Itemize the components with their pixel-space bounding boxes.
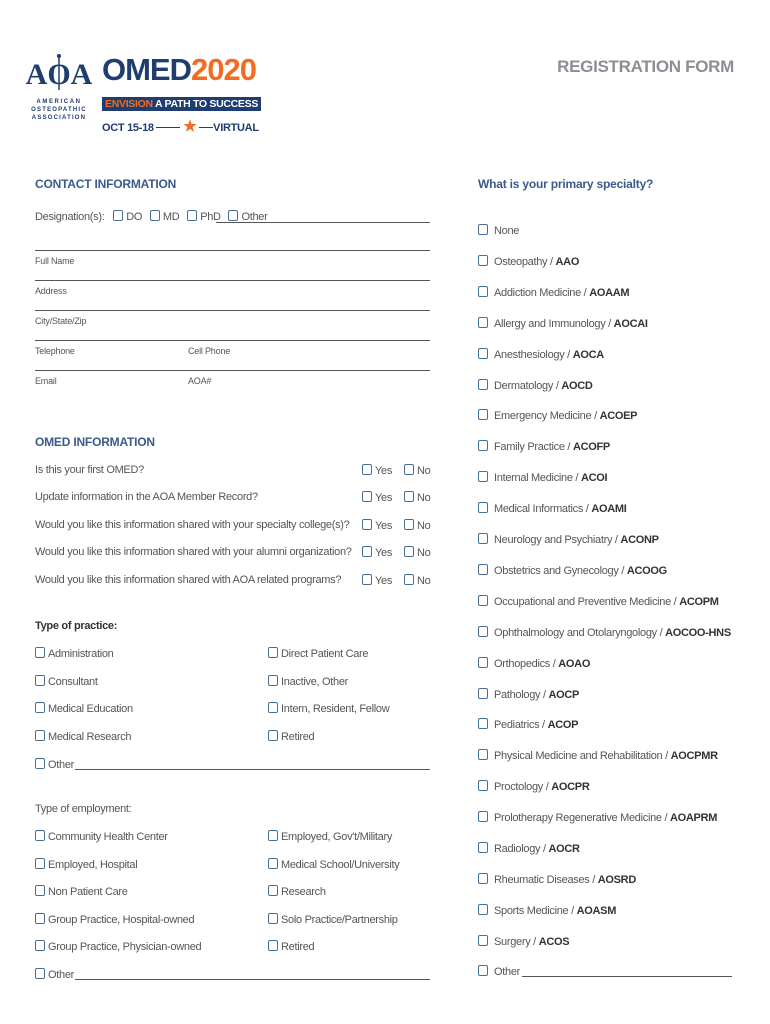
specialty-abbr: AOAO (558, 657, 591, 670)
practice-heading: Type of practice: (35, 620, 118, 632)
yes-checkbox[interactable] (362, 574, 372, 585)
specialty-checkbox[interactable] (478, 595, 488, 606)
specialty-checkbox[interactable] (478, 718, 488, 729)
omed-heading: OMED INFORMATION (35, 435, 155, 449)
specialty-checkbox[interactable] (478, 379, 488, 390)
specialty-checkbox[interactable] (478, 286, 488, 297)
practice-checkbox[interactable] (35, 647, 45, 658)
omed-question-text: Would you like this information shared with your alumni organization? (35, 546, 352, 558)
specialty-name: Rheumatic Diseases / (494, 873, 598, 886)
specialty-abbr: ACOS (538, 935, 570, 948)
no-label: No (417, 465, 431, 477)
employment-checkbox[interactable] (268, 885, 278, 896)
other-designation-line[interactable] (216, 222, 430, 223)
omed-tagline (102, 97, 261, 111)
employment-label: Non Patient Care (48, 886, 128, 898)
specialty-name: Allergy and Immunology / (494, 317, 614, 330)
employment-label: Group Practice, Hospital-owned (48, 914, 195, 926)
employment-option[interactable] (35, 913, 194, 926)
specialty-option[interactable] (478, 471, 607, 484)
specialty-heading: What is your primary specialty? (478, 177, 654, 191)
city-field[interactable] (35, 310, 430, 311)
city-label: City/State/Zip (35, 316, 87, 326)
svg-text:AOA: AOA (25, 58, 93, 91)
practice-other-label: Other (48, 759, 75, 771)
employment-option[interactable] (268, 830, 392, 843)
specialty-abbr: AOCPR (551, 781, 590, 794)
yes-checkbox[interactable] (362, 546, 372, 557)
specialty-checkbox[interactable] (478, 440, 488, 451)
practice-option[interactable] (35, 702, 133, 715)
aoa-caduceus-icon (25, 52, 93, 92)
no-label: No (417, 520, 431, 532)
specialty-checkbox[interactable] (478, 904, 488, 915)
employment-label: Employed, Hospital (48, 859, 138, 871)
omed-question-row (35, 491, 258, 503)
practice-checkbox[interactable] (268, 730, 278, 741)
no-label: No (417, 547, 431, 559)
telephone-field[interactable] (35, 340, 430, 341)
specialty-abbr: ACOFP (572, 441, 610, 454)
specialty-name: Sports Medicine / (494, 904, 577, 917)
practice-label: Medical Education (48, 703, 133, 715)
practice-checkbox[interactable] (268, 702, 278, 713)
employment-option[interactable] (268, 885, 326, 898)
employment-other-option[interactable] (35, 968, 74, 981)
omed-question-row (35, 574, 341, 586)
aoa-sub-3: ASSOCIATION (31, 115, 87, 121)
specialty-abbr: ACOI (580, 472, 608, 485)
practice-label: Consultant (48, 676, 98, 688)
specialty-checkbox[interactable] (478, 533, 488, 544)
employment-label: Retired (281, 941, 315, 953)
specialty-name: Anesthesiology / (494, 348, 573, 361)
specialty-checkbox[interactable] (478, 626, 488, 637)
specialty-checkbox[interactable] (478, 348, 488, 359)
omed-question-row (35, 546, 352, 558)
omed-question-row (35, 464, 144, 476)
specialty-abbr: ACOEP (599, 410, 638, 423)
employment-checkbox[interactable] (268, 830, 278, 841)
specialty-name: Dermatology / (494, 379, 562, 392)
omed-question-text: Update information in the AOA Member Record? (35, 491, 258, 503)
specialty-name: None (494, 225, 520, 237)
no-label: No (417, 492, 431, 504)
specialty-option[interactable] (478, 657, 590, 670)
yes-option[interactable] (362, 464, 392, 477)
address-label: Address (35, 286, 67, 296)
md-checkbox[interactable] (150, 210, 160, 221)
omed-dates: OCT 15-18 (102, 122, 154, 134)
practice-option[interactable] (35, 675, 98, 688)
yes-option[interactable] (362, 574, 392, 587)
specialty-checkbox[interactable] (478, 255, 488, 266)
employment-checkbox[interactable] (35, 940, 45, 951)
specialty-abbr: AOCOO-HNS (665, 626, 731, 639)
yes-label: Yes (375, 575, 393, 587)
specialty-name: Prolotherapy Regenerative Medicine / (494, 812, 671, 825)
specialty-checkbox[interactable] (478, 780, 488, 791)
specialty-option[interactable] (478, 348, 604, 361)
employment-checkbox[interactable] (35, 830, 45, 841)
omed-virtual: VIRTUAL (213, 122, 259, 134)
practice-checkbox[interactable] (35, 675, 45, 686)
specialty-option[interactable] (478, 688, 579, 701)
form-title: REGISTRATION FORM (557, 57, 734, 76)
aoa-sub-2: OSTEOPATHIC (31, 107, 87, 113)
practice-label: Retired (281, 731, 315, 743)
no-option[interactable] (404, 464, 430, 477)
specialty-abbr: AOCPMR (670, 750, 718, 763)
specialty-checkbox[interactable] (478, 935, 488, 946)
specialty-abbr: ACOP (547, 719, 579, 732)
no-option[interactable] (404, 546, 430, 559)
no-checkbox[interactable] (404, 464, 414, 475)
specialty-option[interactable] (478, 409, 637, 422)
omed-year: 2020 (191, 52, 256, 87)
specialty-name: Addiction Medicine / (494, 286, 590, 299)
specialty-option[interactable] (478, 935, 569, 948)
specialty-checkbox[interactable] (478, 564, 488, 575)
specialty-option[interactable] (478, 317, 648, 330)
tagline-rest: A PATH TO SUCCESS (155, 98, 259, 110)
specialty-abbr: AOCR (548, 843, 580, 855)
specialty-name: Pediatrics / (494, 719, 548, 732)
specialty-abbr: ACONP (620, 534, 659, 546)
employment-label: Group Practice, Physician-owned (48, 941, 202, 953)
specialty-option[interactable] (478, 286, 629, 299)
specialty-option[interactable] (478, 842, 580, 855)
practice-label: Medical Research (48, 731, 132, 743)
no-checkbox[interactable] (404, 546, 414, 557)
no-option[interactable] (404, 491, 430, 504)
specialty-name: Osteopathy / (494, 255, 556, 268)
specialty-option[interactable] (478, 626, 731, 639)
yes-option[interactable] (362, 491, 392, 504)
practice-option[interactable] (268, 730, 314, 743)
employment-option[interactable] (268, 940, 314, 953)
email-field[interactable] (35, 370, 430, 371)
specialty-checkbox[interactable] (478, 502, 488, 513)
specialty-abbr: ACOOG (626, 564, 667, 577)
employment-option[interactable] (35, 858, 137, 871)
employment-heading: Type of employment: (35, 803, 132, 815)
specialty-abbr: ACOPM (679, 595, 719, 608)
yes-checkbox[interactable] (362, 464, 372, 475)
full-name-field[interactable] (35, 250, 430, 251)
phd-label: PhD (200, 211, 221, 223)
specialty-name: Obstetrics and Gynecology / (494, 564, 627, 577)
specialty-option[interactable] (478, 873, 636, 886)
employment-other-label: Other (48, 969, 75, 981)
designation-label: Designation(s): (35, 211, 105, 223)
full-name-label: Full Name (35, 256, 75, 266)
practice-label: Direct Patient Care (281, 648, 369, 660)
specialty-checkbox[interactable] (478, 873, 488, 884)
practice-checkbox[interactable] (35, 702, 45, 713)
employment-option[interactable] (268, 858, 399, 871)
practice-checkbox[interactable] (268, 675, 278, 686)
specialty-checkbox[interactable] (478, 842, 488, 853)
practice-other-option[interactable] (35, 758, 74, 771)
employment-option[interactable] (35, 830, 168, 843)
omed-question-row (35, 519, 349, 531)
omed-question-text: Would you like this information shared with your specialty college(s)? (35, 519, 350, 531)
specialty-abbr: AOAPRM (670, 812, 718, 825)
employment-checkbox[interactable] (35, 913, 45, 924)
specialty-option[interactable] (478, 224, 519, 237)
yes-label: Yes (375, 492, 393, 504)
specialty-name: Neurology and Psychiatry / (494, 534, 621, 546)
specialty-checkbox[interactable] (478, 749, 488, 760)
specialty-other-line[interactable] (522, 976, 732, 977)
yes-option[interactable] (362, 546, 392, 559)
aoa-sub-1: AMERICAN (36, 99, 82, 105)
no-option[interactable] (404, 519, 430, 532)
specialty-abbr: AOCD (561, 379, 593, 392)
specialty-abbr: AOSRD (597, 873, 636, 886)
specialty-checkbox[interactable] (478, 688, 488, 699)
contact-heading: CONTACT INFORMATION (35, 177, 177, 191)
employment-checkbox[interactable] (268, 913, 278, 924)
do-label: DO (126, 211, 143, 223)
specialty-option[interactable] (478, 904, 616, 917)
aoa-number-label: AOA# (188, 376, 212, 386)
no-checkbox[interactable] (404, 491, 414, 502)
no-checkbox[interactable] (404, 519, 414, 530)
specialty-name: Physical Medicine and Rehabilitation / (494, 750, 671, 763)
specialty-name: Emergency Medicine / (494, 410, 600, 423)
omed-prefix: OMED (102, 52, 191, 87)
do-checkbox[interactable] (113, 210, 123, 221)
employment-label: Employed, Gov't/Military (281, 831, 393, 843)
cell-label: Cell Phone (188, 346, 231, 356)
address-field[interactable] (35, 280, 430, 281)
other-designation-checkbox[interactable] (228, 210, 238, 221)
specialty-name: Medical Informatics / (494, 503, 592, 516)
no-option[interactable] (404, 574, 430, 587)
star-icon: ★ (183, 118, 197, 135)
omed-logo (102, 52, 259, 135)
other-designation-label: Other (241, 211, 268, 223)
practice-option[interactable] (268, 702, 389, 715)
specialty-abbr: AAO (555, 255, 580, 268)
specialty-abbr: AOASM (576, 904, 617, 917)
practice-label: Inactive, Other (281, 676, 349, 688)
specialty-abbr: AOCP (548, 688, 580, 701)
yes-option[interactable] (362, 519, 392, 532)
specialty-option[interactable] (478, 564, 667, 577)
specialty-abbr: AOCAI (613, 317, 648, 330)
specialty-option[interactable] (478, 440, 610, 453)
phd-checkbox[interactable] (187, 210, 197, 221)
employment-label: Medical School/University (281, 859, 400, 871)
employment-option[interactable] (268, 913, 398, 926)
specialty-name: Orthopedics / (494, 657, 559, 670)
specialty-name: Radiology / (494, 843, 549, 855)
md-label: MD (162, 211, 180, 223)
employment-option[interactable] (35, 940, 201, 953)
employment-checkbox[interactable] (268, 940, 278, 951)
specialty-option[interactable] (478, 811, 717, 824)
specialty-abbr: AOAMI (591, 503, 627, 516)
specialty-other-option[interactable] (478, 965, 520, 978)
specialty-option[interactable] (478, 749, 718, 762)
practice-option[interactable] (35, 730, 131, 743)
specialty-other-label: Other (494, 966, 521, 978)
practice-label: Intern, Resident, Fellow (281, 703, 390, 715)
specialty-option[interactable] (478, 718, 578, 731)
specialty-name: Family Practice / (494, 441, 573, 454)
specialty-checkbox[interactable] (478, 224, 488, 235)
specialty-abbr: AOCA (572, 348, 604, 361)
specialty-checkbox[interactable] (478, 317, 488, 328)
employment-checkbox[interactable] (35, 858, 45, 869)
no-checkbox[interactable] (404, 574, 414, 585)
employment-other-line[interactable] (75, 979, 430, 980)
specialty-name: Ophthalmology and Otolaryngology / (494, 626, 666, 639)
practice-option[interactable] (268, 647, 368, 660)
employment-checkbox[interactable] (35, 885, 45, 896)
practice-checkbox[interactable] (35, 730, 45, 741)
specialty-other-checkbox[interactable] (478, 965, 488, 976)
specialty-name: Internal Medicine / (494, 472, 581, 485)
employment-checkbox[interactable] (268, 858, 278, 869)
telephone-label: Telephone (35, 346, 75, 356)
employment-label: Solo Practice/Partnership (281, 914, 398, 926)
omed-question-text: Would you like this information shared with AOA related programs? (35, 574, 342, 586)
specialty-checkbox[interactable] (478, 811, 488, 822)
yes-checkbox[interactable] (362, 491, 372, 502)
employment-other-checkbox[interactable] (35, 968, 45, 979)
practice-option[interactable] (268, 675, 348, 688)
specialty-checkbox[interactable] (478, 471, 488, 482)
specialty-name: Pathology / (494, 688, 549, 701)
specialty-abbr: AOAAM (589, 286, 630, 299)
yes-label: Yes (375, 547, 393, 559)
practice-checkbox[interactable] (268, 647, 278, 658)
employment-label: Community Health Center (48, 831, 168, 843)
specialty-option[interactable] (478, 595, 719, 608)
omed-question-text: Is this your first OMED? (35, 464, 144, 476)
practice-option[interactable] (35, 647, 114, 660)
email-label: Email (35, 376, 57, 386)
specialty-name: Occupational and Preventive Medicine / (494, 595, 680, 608)
specialty-option[interactable] (478, 255, 579, 268)
yes-label: Yes (375, 520, 393, 532)
specialty-checkbox[interactable] (478, 409, 488, 420)
practice-other-line[interactable] (75, 769, 430, 770)
aoa-logo (25, 52, 93, 127)
no-label: No (417, 575, 431, 587)
yes-checkbox[interactable] (362, 519, 372, 530)
employment-label: Research (281, 886, 326, 898)
tagline-bold: ENVISION (105, 98, 153, 110)
yes-label: Yes (375, 465, 393, 477)
specialty-name: Surgery / (494, 935, 539, 948)
specialty-option[interactable] (478, 379, 593, 392)
specialty-option[interactable] (478, 502, 627, 515)
specialty-checkbox[interactable] (478, 657, 488, 668)
specialty-name: Proctology / (494, 781, 552, 794)
practice-label: Administration (48, 648, 114, 660)
practice-other-checkbox[interactable] (35, 758, 45, 769)
employment-option[interactable] (35, 885, 128, 898)
specialty-option[interactable] (478, 780, 589, 793)
specialty-option[interactable] (478, 533, 659, 546)
